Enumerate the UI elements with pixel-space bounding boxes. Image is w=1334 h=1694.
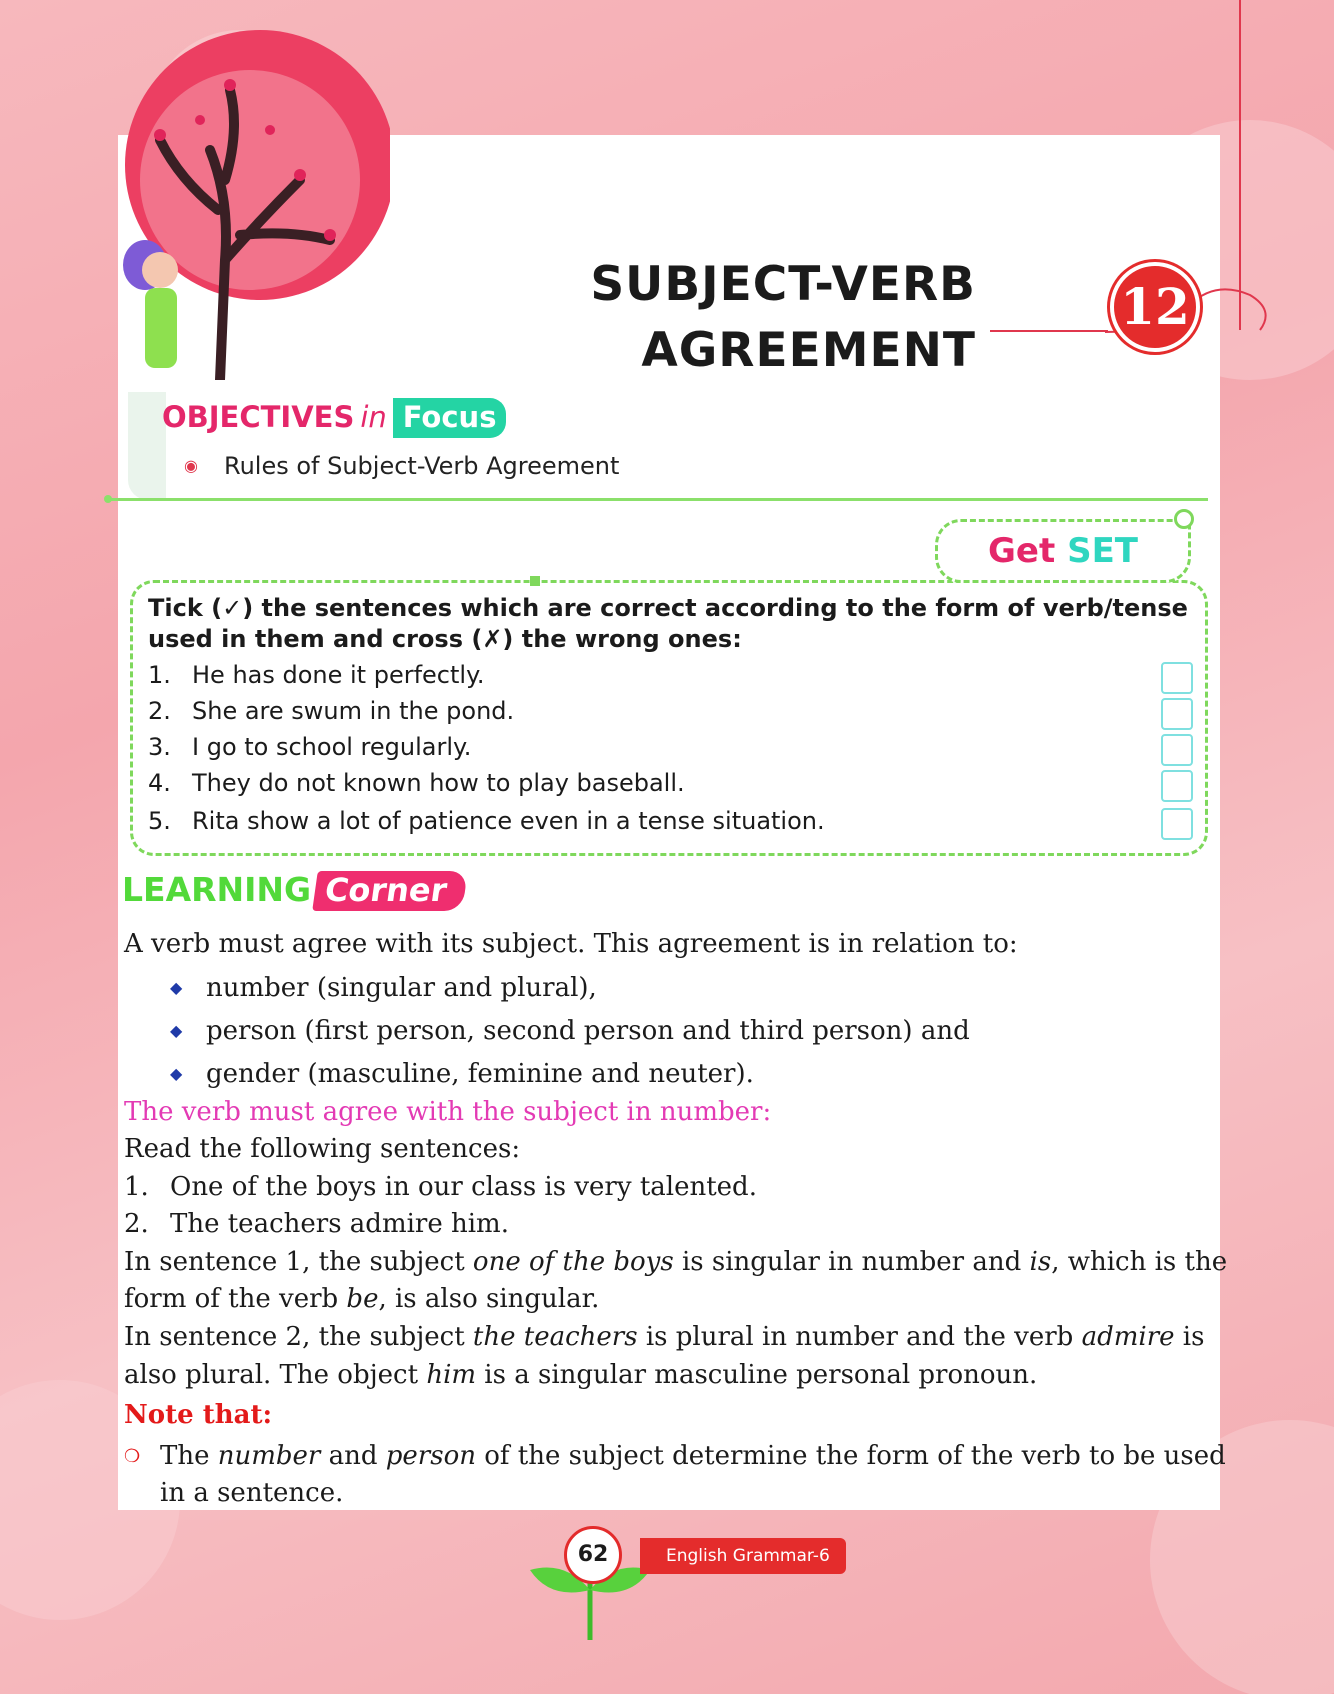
exercise-item	[148, 733, 471, 761]
exercise-item	[148, 807, 825, 835]
target-bullet-icon: ◉	[184, 456, 198, 475]
tree-girl-illustration	[90, 30, 390, 380]
exercise-item-number: 5.	[148, 807, 171, 835]
diamond-bullet-icon: ◆	[170, 978, 183, 997]
explanation-paragraph-1-line-2	[124, 1284, 599, 1314]
exercise-item	[148, 697, 514, 725]
example-text: The teachers admire him.	[170, 1209, 509, 1239]
objectives-heading-in: in	[360, 400, 387, 434]
answer-checkbox[interactable]	[1161, 698, 1193, 730]
para-text: is a singular masculine personal pronoun.	[476, 1360, 1038, 1390]
exercise-item-text: Rita show a lot of patience even in a tense situation.	[192, 807, 825, 835]
note-italic: number	[217, 1441, 321, 1471]
para-text: , is also singular.	[378, 1284, 600, 1314]
explanation-paragraph-2-line-1	[124, 1322, 1204, 1352]
bullet-item	[170, 1016, 970, 1046]
bullet-item-text: number (singular and plural),	[206, 973, 597, 1003]
answer-checkbox[interactable]	[1161, 662, 1193, 694]
learning-corner-heading-learning: LEARNING	[122, 870, 312, 909]
exercise-item-text: I go to school regularly.	[192, 733, 472, 761]
bullet-item	[170, 1059, 754, 1089]
para-text: is plural in number and the verb	[637, 1322, 1082, 1352]
title-line-2: AGREEMENT	[641, 323, 976, 378]
ring-bullet-icon: ❍	[124, 1446, 141, 1467]
diamond-bullet-icon: ◆	[170, 1021, 183, 1040]
bullet-item	[170, 973, 597, 1003]
read-line: Read the following sentences:	[124, 1134, 521, 1164]
example-number: 1.	[124, 1172, 149, 1202]
objectives-band	[128, 392, 166, 500]
para-text: is singular in number and	[673, 1247, 1030, 1277]
chapter-number-badge: 12	[1110, 262, 1200, 352]
rule-subheading: The verb must agree with the subject in number:	[124, 1097, 772, 1127]
exercise-item-number: 1.	[148, 661, 171, 689]
learning-corner-heading	[122, 870, 465, 911]
learning-corner-heading-corner: Corner	[312, 871, 467, 911]
exercise-item-number: 2.	[148, 697, 171, 725]
para-text: In sentence 2, the subject	[124, 1322, 473, 1352]
get-set-label-get: Get	[988, 531, 1056, 571]
intro-text: A verb must agree with its subject. This agreement is in relation to:	[124, 929, 1018, 959]
answer-checkbox[interactable]	[1161, 808, 1193, 840]
para-italic: him	[426, 1360, 477, 1390]
bullet-item-text: gender (masculine, feminine and neuter).	[206, 1059, 754, 1089]
exercise-item-text: He has done it perfectly.	[192, 661, 485, 689]
note-item-line-2: in a sentence.	[160, 1478, 344, 1508]
exercise-item-number: 4.	[148, 769, 171, 797]
note-text: The	[160, 1441, 218, 1471]
title-line-1: SUBJECT-VERB	[590, 257, 976, 312]
para-text: also plural. The object	[124, 1360, 427, 1390]
instruction-line-1: Tick (✓) the sentences which are correct according to the form of verb/tense	[148, 594, 1188, 622]
diamond-bullet-icon: ◆	[170, 1064, 183, 1083]
example-text: One of the boys in our class is very talented.	[170, 1172, 757, 1202]
para-italic: admire	[1081, 1322, 1175, 1352]
divider-dot	[104, 495, 112, 503]
objectives-heading-focus: Focus	[393, 398, 507, 438]
note-text: of the subject determine the form of the verb to be used	[475, 1441, 1226, 1471]
book-title-band: English Grammar-6	[640, 1538, 846, 1574]
answer-checkbox[interactable]	[1161, 770, 1193, 802]
objectives-heading-main: OBJECTIVES	[162, 400, 355, 434]
page-number: 62	[564, 1526, 622, 1584]
objectives-heading	[162, 400, 506, 434]
get-set-dot	[1174, 509, 1194, 529]
para-text: , which is the	[1051, 1247, 1228, 1277]
para-text: form of the verb	[124, 1284, 347, 1314]
para-text: is	[1174, 1322, 1205, 1352]
note-italic: person	[385, 1441, 476, 1471]
chapter-title	[590, 252, 976, 384]
note-heading: Note that:	[124, 1400, 273, 1430]
get-set-label-set: SET	[1067, 531, 1138, 571]
section-divider	[108, 498, 1208, 501]
bullet-item-text: person (first person, second person and third person) and	[206, 1016, 970, 1046]
instruction-line-2: used in them and cross (✗) the wrong ones:	[148, 625, 742, 653]
example-number: 2.	[124, 1209, 149, 1239]
explanation-paragraph-2-line-2	[124, 1360, 1037, 1390]
objectives-item-text: Rules of Subject-Verb Agreement	[223, 452, 620, 480]
example-sentence	[124, 1209, 509, 1239]
para-italic: be	[346, 1284, 379, 1314]
title-divider	[990, 330, 1108, 332]
exercise-item-number: 3.	[148, 733, 171, 761]
explanation-paragraph-1-line-1	[124, 1247, 1227, 1277]
exercise-item-text: She are swum in the pond.	[192, 697, 515, 725]
note-text: and	[320, 1441, 386, 1471]
answer-checkbox[interactable]	[1161, 734, 1193, 766]
objectives-item	[184, 452, 619, 480]
exercise-item-text: They do not known how to play baseball.	[192, 769, 685, 797]
note-item-line-1	[124, 1441, 1226, 1471]
exercise-item	[148, 661, 485, 689]
para-italic: is	[1029, 1247, 1052, 1277]
get-set-box-marker	[530, 576, 540, 586]
para-italic: one of the boys	[472, 1247, 674, 1277]
para-text: In sentence 1, the subject	[124, 1247, 473, 1277]
exercise-item	[148, 769, 685, 797]
para-italic: the teachers	[472, 1322, 638, 1352]
get-set-label	[935, 519, 1191, 583]
example-sentence	[124, 1172, 757, 1202]
get-set-instruction	[148, 593, 1192, 655]
